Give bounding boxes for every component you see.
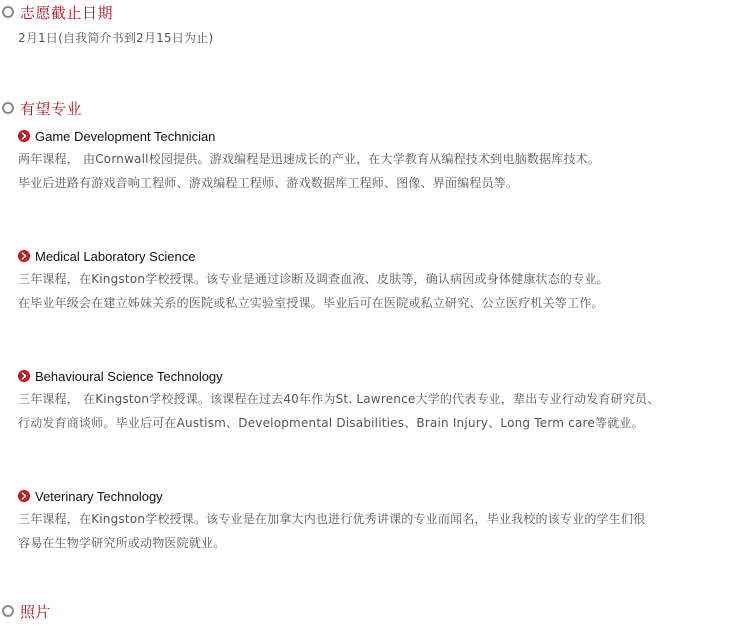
program-name: Game Development Technician	[35, 128, 216, 144]
program-description-line: 容易在生物学研究所或动物医院就业。	[18, 536, 226, 550]
program-medical-laboratory	[18, 247, 195, 265]
program-name: Behavioural Science Technology	[35, 368, 223, 384]
program-name: Medical Laboratory Science	[35, 248, 196, 264]
circle-bullet-icon	[2, 6, 14, 18]
program-description-line: 两年课程， 由Cornwall校园提供。游戏编程是迅速成长的产业，在大学教育从编程技术到电脑数据库技术。	[18, 152, 601, 166]
deadline-section-header	[0, 1, 113, 23]
program-description-line: 在毕业年级会在建立姊妹关系的医院或私立实验室授课。毕业后可在医院或私立研究、公立医疗机关等工作。	[18, 296, 604, 310]
program-description-line: 三年课程，在Kingston学校授课。该专业是通过诊断及调查血液、皮肤等，确认病因或身体健康状态的专业。	[18, 272, 609, 286]
program-behavioural-science	[18, 367, 223, 385]
program-description-line: 三年课程，在Kingston学校授课。该专业是在加拿大内也进行优秀讲课的专业而闻名，毕业我校的该专业的学生们很	[18, 512, 646, 526]
program-description-line: 毕业后进路有游戏音响工程师、游戏编程工程师、游戏数据库工程师、图像、界面编程员等。	[18, 176, 519, 190]
arrow-right-circle-icon	[18, 490, 30, 502]
arrow-right-circle-icon	[18, 250, 30, 262]
deadline-title: 志愿截止日期	[20, 3, 114, 22]
arrow-right-circle-icon	[18, 370, 30, 382]
circle-bullet-icon	[2, 605, 14, 617]
programs-section-header	[0, 97, 82, 119]
programs-title: 有望专业	[20, 99, 83, 118]
deadline-text: 2月1日(自我简介书到2月15日为止)	[18, 31, 214, 45]
program-name: Veterinary Technology	[35, 488, 163, 504]
program-description-line: 三年课程， 在Kingston学校授课。该课程在过去40年作为St. Lawrence大学的代表专业，辈出专业行动发育研究员、	[18, 392, 660, 406]
arrow-right-circle-icon	[18, 130, 30, 142]
photo-title: 照片	[20, 602, 52, 621]
program-game-development	[18, 127, 215, 145]
program-veterinary-technology	[18, 487, 163, 505]
program-description-line: 行动发育商谈师。毕业后可在Austism、Developmental Disabilities、Brain Injury、Long Term care等就业。	[18, 416, 644, 430]
circle-bullet-icon	[2, 102, 14, 114]
photo-section-header	[0, 600, 51, 622]
